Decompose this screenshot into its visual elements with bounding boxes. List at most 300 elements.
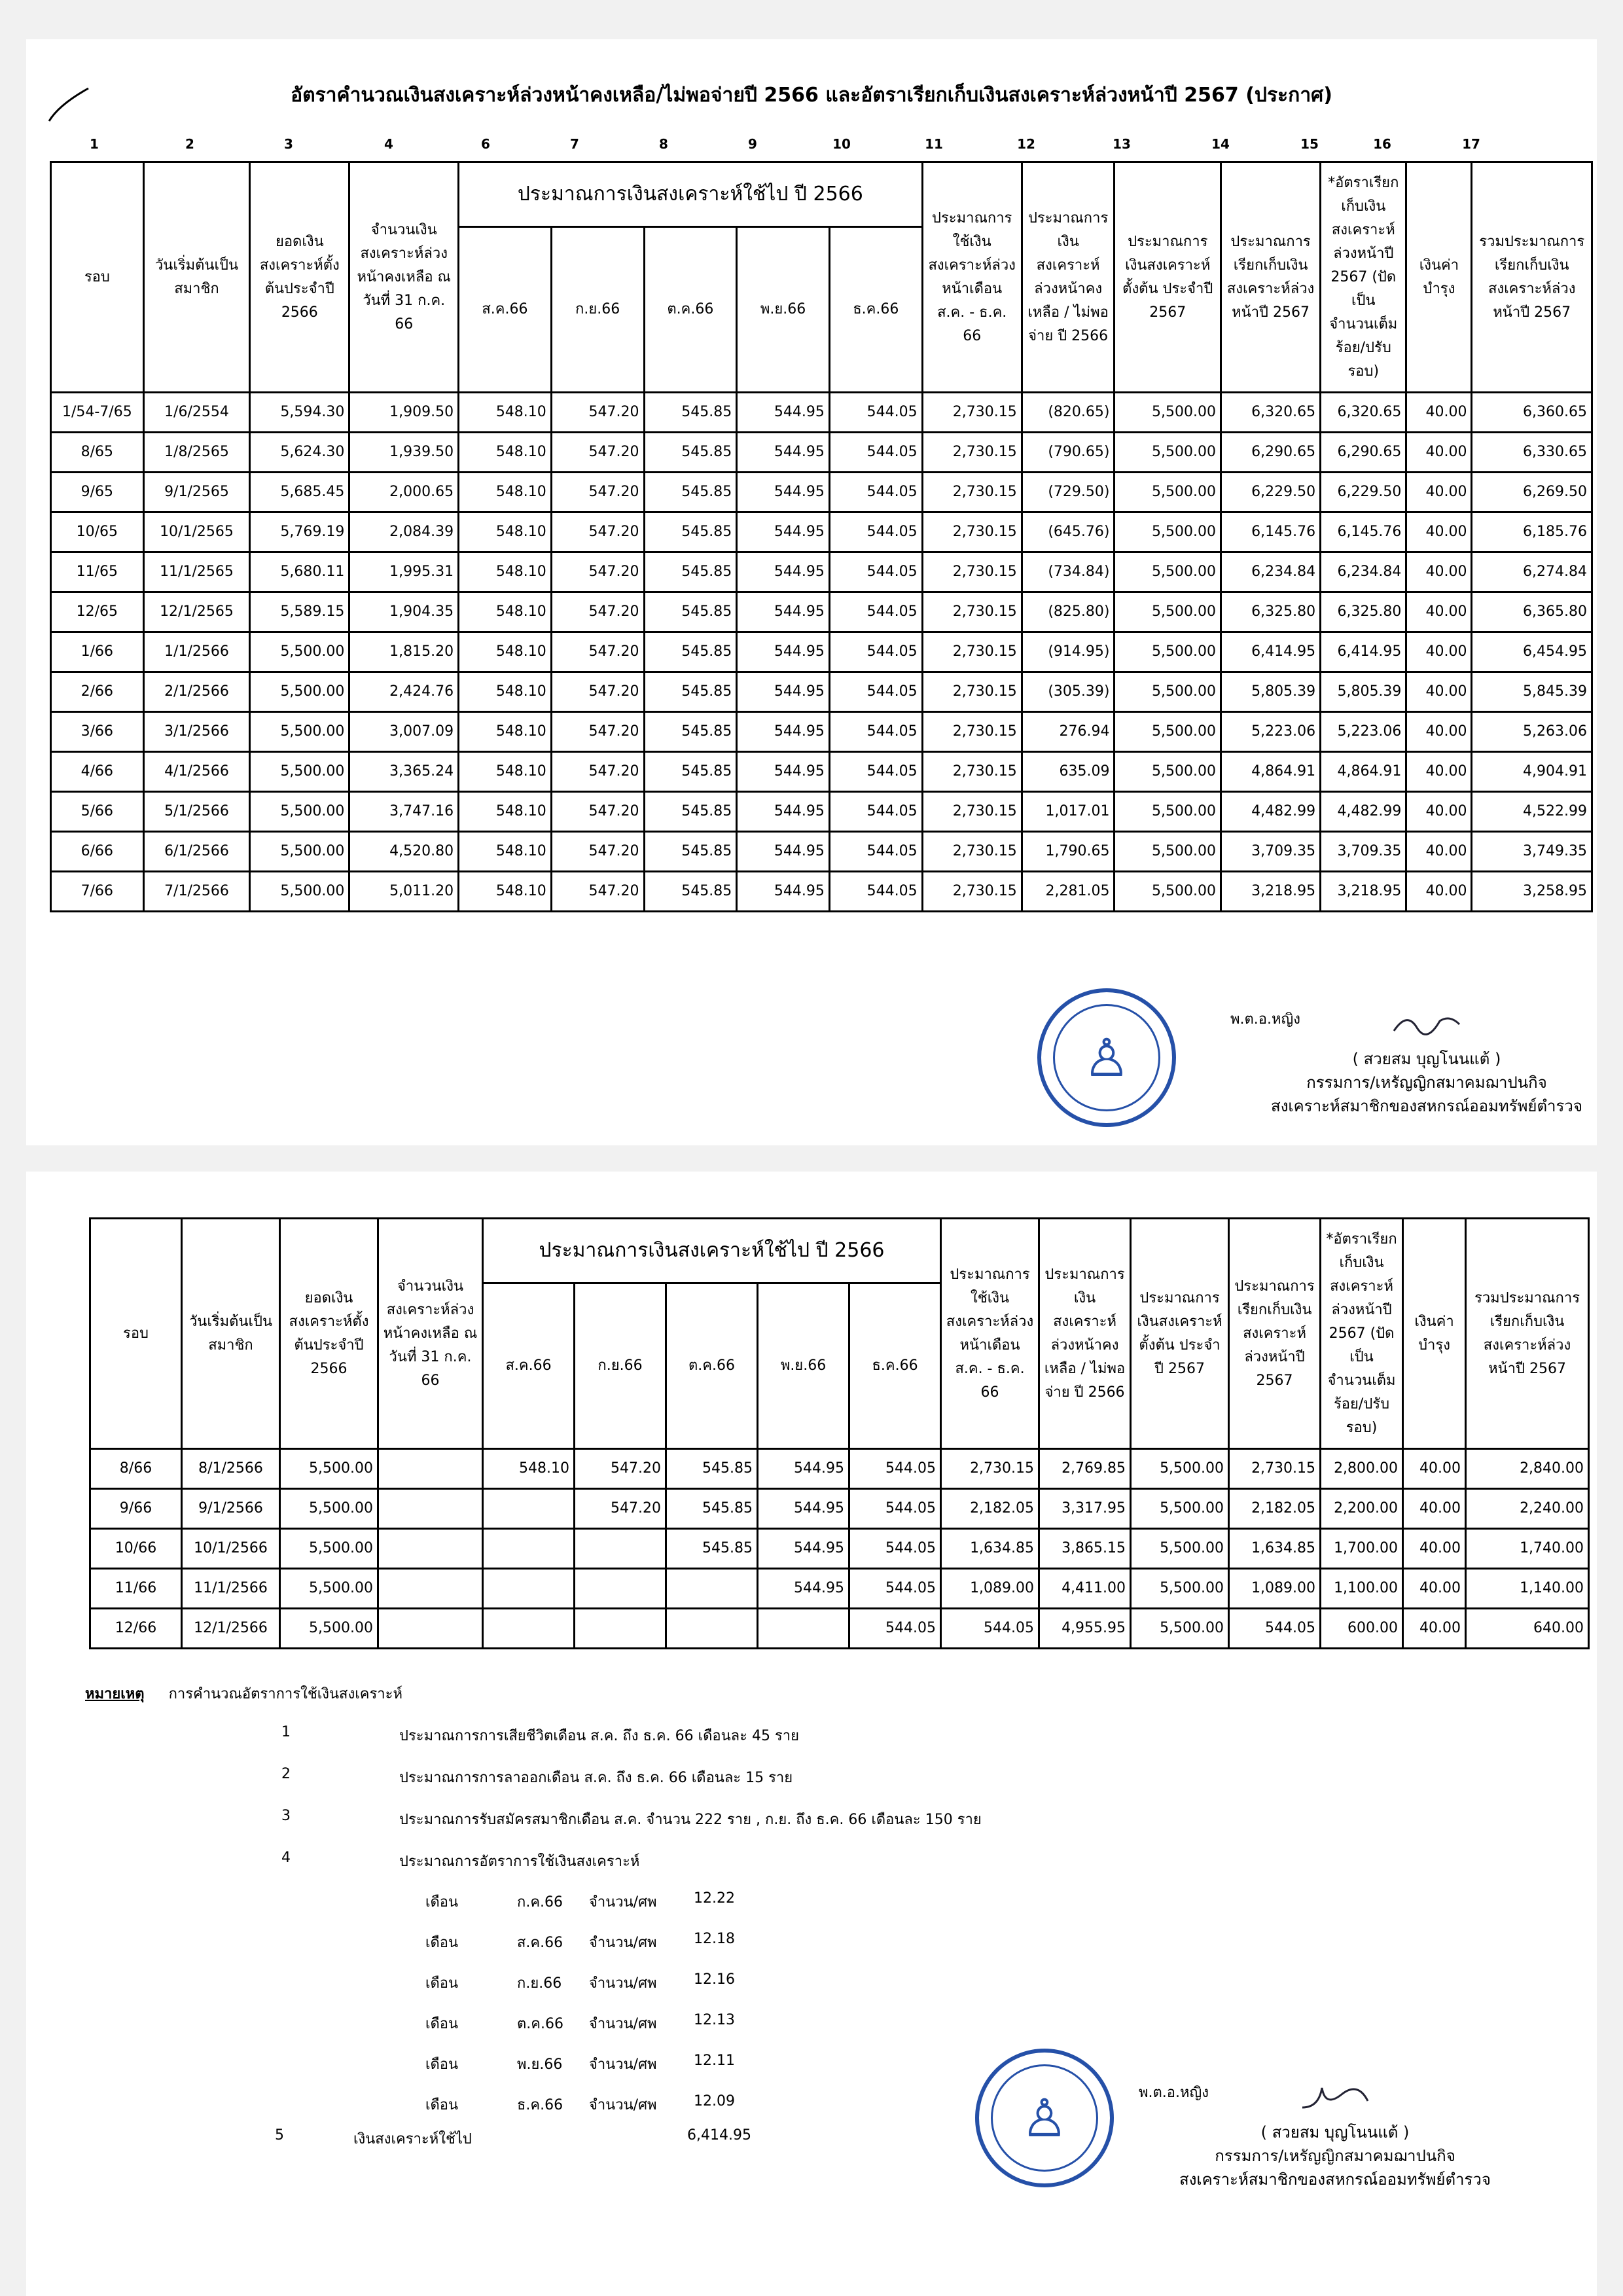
rate-label: เดือน (425, 2097, 459, 2113)
table-cell: 4,904.91 (1472, 752, 1592, 792)
table-cell: 600.00 (1321, 1609, 1403, 1649)
table-cell: 3,007.09 (349, 712, 459, 752)
table-cell: 547.20 (551, 672, 644, 712)
table-cell: 2,730.15 (922, 832, 1022, 872)
table-cell: 5,011.20 (349, 872, 459, 912)
table-cell: 544.95 (737, 752, 830, 792)
table-cell (378, 1609, 483, 1649)
table-cell: 5,624.30 (250, 433, 349, 473)
table-cell: 7/66 (51, 872, 144, 912)
table-cell: 2,730.15 (922, 433, 1022, 473)
table-cell: 8/66 (90, 1449, 182, 1489)
table-row (90, 1489, 1589, 1529)
table-cell: 6,234.84 (1221, 552, 1321, 592)
table-cell: 2,730.15 (922, 552, 1022, 592)
table-cell (378, 1529, 483, 1569)
table-cell: 3,218.95 (1221, 872, 1321, 912)
header-estimate-group: ประมาณการเงินสงเคราะห์ใช้ไป ปี 2566 (483, 1219, 941, 1283)
table-cell: 548.10 (459, 832, 552, 872)
table-cell: 545.85 (666, 1529, 758, 1569)
table-cell: 4,520.80 (349, 832, 459, 872)
table-cell: 545.85 (644, 672, 737, 712)
header-maintenance: เงินค่าบำรุง (1406, 162, 1472, 393)
table-cell: 544.05 (829, 393, 922, 433)
table-cell: 545.85 (644, 473, 737, 512)
table-cell: 4,482.99 (1321, 792, 1406, 832)
header-start-date: วันเริ่มต้นเป็นสมาชิก (143, 162, 250, 393)
table-cell: 4,864.91 (1321, 752, 1406, 792)
table-cell: 2,730.15 (1229, 1449, 1321, 1489)
table-cell: 5,223.06 (1221, 712, 1321, 752)
table-cell: 544.95 (737, 393, 830, 433)
table-cell: (820.65) (1022, 393, 1115, 433)
table-cell: 6,145.76 (1221, 512, 1321, 552)
table-cell: 6,330.65 (1472, 433, 1592, 473)
header-opening-balance: ยอดเงินสงเคราะห์ตั้งต้นประจำปี 2566 (280, 1219, 378, 1449)
table-cell: 9/1/2566 (182, 1489, 280, 1529)
table-cell: 6,414.95 (1221, 632, 1321, 672)
rate-value: 12.18 (694, 1931, 735, 1947)
column-number: 14 (1211, 136, 1230, 152)
table-cell: 4,864.91 (1221, 752, 1321, 792)
table-cell: 547.20 (551, 752, 644, 792)
header-month: ก.ย.66 (575, 1283, 666, 1449)
table-cell: 544.05 (941, 1609, 1039, 1649)
table-cell: 5/66 (51, 792, 144, 832)
table-cell (575, 1609, 666, 1649)
table-cell: 2,182.05 (1229, 1489, 1321, 1529)
table-cell: 9/65 (51, 473, 144, 512)
table-cell: 4/66 (51, 752, 144, 792)
table-cell: 548.10 (459, 552, 552, 592)
table-cell: 6/66 (51, 832, 144, 872)
table-cell: 5,500.00 (1115, 712, 1221, 752)
table-cell: 544.95 (737, 792, 830, 832)
notes-heading: หมายเหตุ (85, 1686, 145, 1702)
table-cell: 6,290.65 (1221, 433, 1321, 473)
rate-value: 12.11 (694, 2053, 735, 2069)
seal-figure-icon: ♙ (1083, 1027, 1130, 1088)
table-cell: 5,500.00 (250, 752, 349, 792)
table-cell: 545.85 (666, 1489, 758, 1529)
table-cell: 40.00 (1406, 752, 1472, 792)
table-cell: 5,500.00 (1115, 632, 1221, 672)
table-cell: 5,500.00 (1115, 393, 1221, 433)
table-cell: 5,500.00 (1115, 512, 1221, 552)
table-row (51, 872, 1592, 912)
table-cell: 2,000.65 (349, 473, 459, 512)
table-cell: 40.00 (1406, 672, 1472, 712)
table-cell: (305.39) (1022, 672, 1115, 712)
table-cell: 5,500.00 (1131, 1609, 1229, 1649)
table-cell: 545.85 (666, 1449, 758, 1489)
table-row (51, 433, 1592, 473)
table-cell: 544.05 (829, 473, 922, 512)
table-cell: 545.85 (644, 512, 737, 552)
table-cell: 547.20 (551, 792, 644, 832)
table-cell: 1,740.00 (1466, 1529, 1589, 1569)
document-title: อัตราคำนวณเงินสงเคราะห์ล่วงหน้าคงเหลือ/ไม่พอจ่ายปี 2566 และอัตราเรียกเก็บเงินสงเคราะห์ล่วงหน้าปี 2567 (ประกาศ) (291, 84, 1332, 107)
table-cell: 8/65 (51, 433, 144, 473)
table-cell: 2,281.05 (1022, 872, 1115, 912)
table-cell: 3,747.16 (349, 792, 459, 832)
header-collect-rate: *อัตราเรียกเก็บเงินสงเคราะห์ล่วงหน้าปี 2567 (ปัดเป็นจำนวนเต็มร้อย/ปรับรอบ) (1321, 1219, 1403, 1449)
table-cell: 544.05 (829, 792, 922, 832)
table-cell: 547.20 (575, 1449, 666, 1489)
header-month: ธ.ค.66 (849, 1283, 941, 1449)
table-cell: 5,500.00 (280, 1609, 378, 1649)
table-cell: (645.76) (1022, 512, 1115, 552)
table-cell: 1,089.00 (941, 1569, 1039, 1609)
signature-title-2: สงเคราะห์สมาชิกของสหกรณ์ออมทรัพย์ตำรวจ (1271, 1097, 1582, 1115)
table-cell: 4,411.00 (1039, 1569, 1131, 1609)
header-est-initial: ประมาณการเงินสงเคราะห์ตั้งต้น ประจำปี 2567 (1115, 162, 1221, 393)
table-cell: 547.20 (551, 433, 644, 473)
table-cell: 544.95 (737, 473, 830, 512)
table-row (90, 1529, 1589, 1569)
rate-unit: จำนวน/ศพ (589, 1975, 657, 1992)
signature-name: ( สวยสม บุญโนนแต้ ) (1352, 1050, 1501, 1068)
table-cell: 6,320.65 (1321, 393, 1406, 433)
table-cell: 548.10 (459, 792, 552, 832)
table-cell: 544.05 (849, 1489, 941, 1529)
page-2 (26, 1172, 1597, 2296)
rate-label: เดือน (425, 1975, 459, 1992)
header-est-initial: ประมาณการเงินสงเคราะห์ตั้งต้น ประจำปี 2567 (1131, 1219, 1229, 1449)
table-cell: 5,805.39 (1321, 672, 1406, 712)
table-cell: 1/8/2565 (143, 433, 250, 473)
table-cell (483, 1569, 575, 1609)
header-estimate-group: ประมาณการเงินสงเคราะห์ใช้ไป ปี 2566 (459, 162, 923, 227)
rate-unit: จำนวน/ศพ (589, 2097, 657, 2113)
table-cell: 40.00 (1406, 393, 1472, 433)
table-cell: 1,700.00 (1321, 1529, 1403, 1569)
table-cell: 548.10 (459, 473, 552, 512)
table-cell: 2,769.85 (1039, 1449, 1131, 1489)
table-cell: 1,909.50 (349, 393, 459, 433)
header-est-remaining: ประมาณการเงินสงเคราะห์ล่วงหน้าคงเหลือ / ไม่พอจ่าย ปี 2566 (1039, 1219, 1131, 1449)
header-collect-rate: *อัตราเรียกเก็บเงินสงเคราะห์ล่วงหน้าปี 2567 (ปัดเป็นจำนวนเต็มร้อย/ปรับรอบ) (1321, 162, 1406, 393)
rate-unit: จำนวน/ศพ (589, 1894, 657, 1910)
header-month: ต.ค.66 (666, 1283, 758, 1449)
table-cell: 2,730.15 (922, 672, 1022, 712)
table-row (90, 1609, 1589, 1649)
rate-month: ก.ค.66 (517, 1894, 563, 1910)
column-number: 11 (925, 136, 943, 152)
table-cell: 5,685.45 (250, 473, 349, 512)
column-number: 17 (1462, 136, 1480, 152)
rate-label: เดือน (425, 1935, 459, 1951)
table-cell: 2,730.15 (941, 1449, 1039, 1489)
table-cell: 6,454.95 (1472, 632, 1592, 672)
table-cell: 544.05 (829, 433, 922, 473)
note-item-text: ประมาณการการลาออกเดือน ส.ค. ถึง ธ.ค. 66 เดือนละ 15 ราย (399, 1770, 793, 1786)
column-number: 7 (570, 136, 579, 152)
header-month: ก.ย.66 (551, 227, 644, 393)
table-row (51, 712, 1592, 752)
signature-name: ( สวยสม บุญโนนแต้ ) (1260, 2123, 1410, 2142)
table-cell: 3,218.95 (1321, 872, 1406, 912)
header-est-remaining: ประมาณการเงินสงเคราะห์ล่วงหน้าคงเหลือ / ไม่พอจ่าย ปี 2566 (1022, 162, 1115, 393)
table-cell: 545.85 (644, 792, 737, 832)
table-cell: 544.05 (849, 1609, 941, 1649)
header-month: ธ.ค.66 (829, 227, 922, 393)
table-cell: 544.05 (829, 552, 922, 592)
table-cell: 40.00 (1406, 832, 1472, 872)
table-cell: 544.05 (829, 672, 922, 712)
table-cell: 40.00 (1406, 632, 1472, 672)
table-cell: 547.20 (551, 393, 644, 433)
signature-rank: พ.ต.อ.หญิง (1230, 1011, 1300, 1028)
table-row (90, 1449, 1589, 1489)
table-cell: (729.50) (1022, 473, 1115, 512)
table-cell: 548.10 (459, 872, 552, 912)
table-cell: 544.95 (758, 1489, 849, 1529)
table-cell: 545.85 (644, 393, 737, 433)
table-cell: 544.95 (737, 672, 830, 712)
table-cell: 1,815.20 (349, 632, 459, 672)
table-cell: 640.00 (1466, 1609, 1589, 1649)
table-cell: 6,269.50 (1472, 473, 1592, 512)
rate-unit: จำนวน/ศพ (589, 1935, 657, 1951)
header-month: พ.ย.66 (758, 1283, 849, 1449)
table-cell: 40.00 (1406, 792, 1472, 832)
table-cell: 5,500.00 (250, 792, 349, 832)
table-cell: 3,709.35 (1221, 832, 1321, 872)
table-cell: 3,749.35 (1472, 832, 1592, 872)
table-cell: 3,258.95 (1472, 872, 1592, 912)
table-cell: 40.00 (1406, 592, 1472, 632)
rate-value: 12.22 (694, 1890, 735, 1907)
association-seal (1037, 988, 1176, 1127)
table-cell: 2,730.15 (922, 632, 1022, 672)
header-round: รอบ (90, 1219, 182, 1449)
table-cell (378, 1449, 483, 1489)
column-number: 3 (284, 136, 293, 152)
note-number: 4 (281, 1850, 291, 1866)
table-cell: 2,730.15 (922, 592, 1022, 632)
signature-title-1: กรรมการ/เหรัญญิกสมาคมฌาปนกิจ (1215, 2147, 1455, 2165)
table-cell: 2,730.15 (922, 473, 1022, 512)
table-cell (666, 1569, 758, 1609)
table-cell: 1/54-7/65 (51, 393, 144, 433)
table-cell: 548.10 (459, 752, 552, 792)
table-cell: 40.00 (1406, 872, 1472, 912)
table-cell: 5,500.00 (280, 1529, 378, 1569)
table-cell (483, 1609, 575, 1649)
table-row (51, 512, 1592, 552)
table-cell: 545.85 (644, 832, 737, 872)
table-cell: 544.05 (829, 632, 922, 672)
table-cell (666, 1609, 758, 1649)
column-number: 4 (384, 136, 393, 152)
table-cell: 10/1/2565 (143, 512, 250, 552)
note-item-5 (275, 2127, 284, 2144)
table-cell: 40.00 (1406, 473, 1472, 512)
signature-block-2 (1139, 2081, 1505, 2191)
table-cell: 4,482.99 (1221, 792, 1321, 832)
header-month: ส.ค.66 (483, 1283, 575, 1449)
table-cell: 6,274.84 (1472, 552, 1592, 592)
rate-unit: จำนวน/ศพ (589, 2056, 657, 2073)
table-cell: 6,145.76 (1321, 512, 1406, 552)
table-cell: 6,290.65 (1321, 433, 1406, 473)
table-cell: 5,263.06 (1472, 712, 1592, 752)
table-cell: 547.20 (551, 552, 644, 592)
seal-figure-icon: ♙ (1021, 2087, 1068, 2149)
table-cell: 545.85 (644, 712, 737, 752)
page-1 (26, 39, 1597, 1145)
rate-label: เดือน (425, 1894, 459, 1910)
table-cell: 635.09 (1022, 752, 1115, 792)
table-cell: 7/1/2566 (143, 872, 250, 912)
table-cell: 6,185.76 (1472, 512, 1592, 552)
table-cell: 10/66 (90, 1529, 182, 1569)
table-cell: 1,089.00 (1229, 1569, 1321, 1609)
table-cell: 5,500.00 (1115, 473, 1221, 512)
table-cell: 12/66 (90, 1609, 182, 1649)
table-cell: 5,769.19 (250, 512, 349, 552)
table-cell: 548.10 (459, 632, 552, 672)
column-number: 8 (659, 136, 668, 152)
table-cell: 544.95 (758, 1529, 849, 1569)
table-cell: 5,223.06 (1321, 712, 1406, 752)
table-cell: 5,805.39 (1221, 672, 1321, 712)
table-cell: 548.10 (459, 433, 552, 473)
table-cell: 544.05 (829, 832, 922, 872)
table-cell: (914.95) (1022, 632, 1115, 672)
header-start-date: วันเริ่มต้นเป็นสมาชิก (182, 1219, 280, 1449)
table-cell: 5,500.00 (1115, 872, 1221, 912)
table-cell: 544.05 (829, 752, 922, 792)
table-cell: 4,522.99 (1472, 792, 1592, 832)
table-cell: 5,500.00 (250, 632, 349, 672)
table-cell: 547.20 (551, 512, 644, 552)
table-cell: 6,360.65 (1472, 393, 1592, 433)
table-cell: 2,182.05 (941, 1489, 1039, 1529)
handwritten-signature (1296, 2081, 1374, 2114)
rate-month: ก.ย.66 (517, 1975, 562, 1992)
header-est-collect: ประมาณการเรียกเก็บเงินสงเคราะห์ล่วงหน้าปี 2567 (1229, 1219, 1321, 1449)
column-number: 13 (1113, 136, 1131, 152)
rates-table-2 (89, 1217, 1590, 1649)
table-cell: 5,500.00 (1115, 552, 1221, 592)
table-cell: 2/1/2566 (143, 672, 250, 712)
table-cell: 2,730.15 (922, 712, 1022, 752)
table-cell: 2,200.00 (1321, 1489, 1403, 1529)
rate-unit: จำนวน/ศพ (589, 2016, 657, 2032)
table-cell: 5,500.00 (1115, 672, 1221, 712)
table-cell: 11/66 (90, 1569, 182, 1609)
table-cell: 11/1/2565 (143, 552, 250, 592)
table-cell: 544.05 (829, 592, 922, 632)
table-cell: 40.00 (1403, 1449, 1466, 1489)
table-cell: 2,730.15 (922, 393, 1022, 433)
table-row (51, 473, 1592, 512)
table-cell: 544.95 (737, 552, 830, 592)
table-row (51, 792, 1592, 832)
header-round: รอบ (51, 162, 144, 393)
table-cell: 1,634.85 (1229, 1529, 1321, 1569)
header-month: พ.ย.66 (737, 227, 830, 393)
table-cell: 5,500.00 (250, 712, 349, 752)
header-est-used: ประมาณการใช้เงินสงเคราะห์ล่วงหน้าเดือน ส.ค. - ธ.ค. 66 (941, 1219, 1039, 1449)
table-cell: 3,365.24 (349, 752, 459, 792)
table-cell (575, 1569, 666, 1609)
table-cell: 1,634.85 (941, 1529, 1039, 1569)
table-cell: 40.00 (1403, 1609, 1466, 1649)
table-cell: 2,840.00 (1466, 1449, 1589, 1489)
column-number: 16 (1373, 136, 1391, 152)
rate-label: เดือน (425, 2056, 459, 2073)
header-total: รวมประมาณการเรียกเก็บเงินสงเคราะห์ล่วงหน้าปี 2567 (1472, 162, 1592, 393)
header-opening-balance: ยอดเงินสงเคราะห์ตั้งต้นประจำปี 2566 (250, 162, 349, 393)
table-cell: (734.84) (1022, 552, 1115, 592)
table-cell: 545.85 (644, 752, 737, 792)
table-cell: 9/1/2565 (143, 473, 250, 512)
table-cell: 1/66 (51, 632, 144, 672)
table-cell: 10/65 (51, 512, 144, 552)
table-cell: 5,500.00 (250, 872, 349, 912)
signature-title-2: สงเคราะห์สมาชิกของสหกรณ์ออมทรัพย์ตำรวจ (1179, 2170, 1491, 2189)
table-cell: 5,500.00 (280, 1449, 378, 1489)
table-cell: 544.95 (737, 872, 830, 912)
table-cell: 545.85 (644, 592, 737, 632)
table-row (51, 752, 1592, 792)
table-cell: 10/1/2566 (182, 1529, 280, 1569)
table-cell: 9/66 (90, 1489, 182, 1529)
header-total: รวมประมาณการเรียกเก็บเงินสงเคราะห์ล่วงหน้าปี 2567 (1466, 1219, 1589, 1449)
rate-value: 12.09 (694, 2093, 735, 2109)
table-cell: 5,500.00 (250, 672, 349, 712)
signature-block (1230, 1008, 1597, 1118)
table-cell: 40.00 (1406, 433, 1472, 473)
table-cell: 5,500.00 (1131, 1449, 1229, 1489)
table-cell: 544.95 (737, 592, 830, 632)
table-cell: 3/66 (51, 712, 144, 752)
table-cell: 2,730.15 (922, 872, 1022, 912)
table-row (51, 632, 1592, 672)
table-cell: 545.85 (644, 433, 737, 473)
note-item-text: ประมาณการรับสมัครสมาชิกเดือน ส.ค. จำนวน 222 ราย , ก.ย. ถึง ธ.ค. 66 เดือนละ 150 ราย (399, 1812, 982, 1828)
signature-rank: พ.ต.อ.หญิง (1139, 2085, 1209, 2101)
table-cell: 1,100.00 (1321, 1569, 1403, 1609)
table-cell: 6,234.84 (1321, 552, 1406, 592)
table-cell: 40.00 (1403, 1569, 1466, 1609)
table-cell (378, 1569, 483, 1609)
table-cell: 276.94 (1022, 712, 1115, 752)
table-cell: 548.10 (459, 512, 552, 552)
table-cell: 4/1/2566 (143, 752, 250, 792)
table-cell: 6,229.50 (1221, 473, 1321, 512)
rate-value: 12.16 (694, 1971, 735, 1988)
table-cell: 547.20 (551, 872, 644, 912)
association-seal-2 (975, 2049, 1114, 2187)
table-cell: 544.95 (737, 832, 830, 872)
rate-month: ต.ค.66 (517, 2016, 563, 2032)
table-cell: 547.20 (551, 473, 644, 512)
rate-value: 12.13 (694, 2012, 735, 2028)
handwritten-signature (1387, 1008, 1466, 1041)
table-cell: 3,317.95 (1039, 1489, 1131, 1529)
signature-title-1: กรรมการ/เหรัญญิกสมาคมฌาปนกิจ (1306, 1073, 1547, 1092)
note-item-5-value: 6,414.95 (687, 2127, 751, 2144)
table-cell: 5,500.00 (1131, 1529, 1229, 1569)
column-numbers (50, 136, 1593, 152)
table-cell: 12/1/2565 (143, 592, 250, 632)
table-cell: 6,229.50 (1321, 473, 1406, 512)
table-cell: 544.05 (1229, 1609, 1321, 1649)
